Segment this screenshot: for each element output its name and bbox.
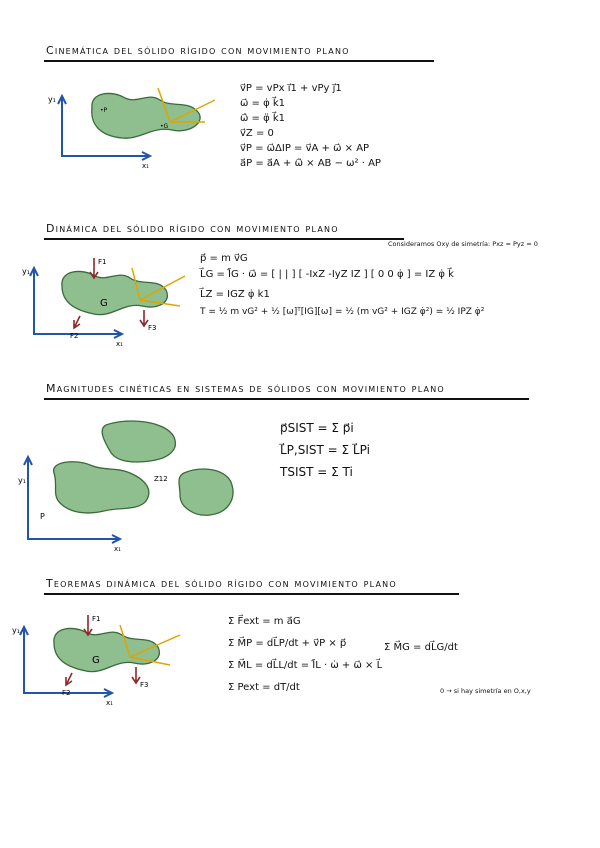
title-underline [44,238,404,240]
svg-text:x₁: x₁ [106,699,113,707]
kinematics-equations [240,84,381,169]
theorems-equation-aside [384,643,458,653]
title-underline [44,398,529,400]
svg-text:y₁: y₁ [48,95,56,104]
equation: v⃗P = vPx i⃗1 + vPy j⃗1 [240,83,342,94]
svg-text:y₁: y₁ [18,476,26,485]
force-label: F3 [140,681,149,689]
svg-text:•G: •G [160,123,169,130]
rigid-body-shape [54,462,149,513]
equation: p⃗ = m v⃗G [200,253,248,264]
force-label: F2 [70,332,79,340]
equation: L⃗Z = IGZ φ̇ k1 [200,289,270,300]
force-label: F3 [148,324,157,332]
multi-body-figure [18,415,248,555]
equation: L⃗G = Ī̄G · ω⃗ = [ | | ] [ -IxZ -IyZ IZ ] [ 0 0 φ̇ ] = IZ φ̇ k⃗ [200,269,454,280]
force-label: F2 [62,689,71,697]
section-title: Dinámica del sólido rígido con movimiento plano [46,222,339,235]
symmetry-note: 0 → si hay simetría en O,x,y [440,687,531,695]
section-dynamics [0,210,600,360]
equation: v⃗P = ω⃗ΔIP = v⃗A + ω⃗ × AP [240,143,370,154]
svg-text:x₁: x₁ [114,545,121,553]
equation: Σ F⃗ext = m a⃗G [228,616,301,627]
rigid-body-figure [40,78,230,173]
equation: Σ M⃗L = dL⃗L/dt = Ī̄L · ω̇ + ω⃗ × L⃗ [228,660,383,671]
force-label: F1 [92,615,101,623]
section-theorems [0,565,600,735]
title-underline [44,60,434,62]
dynamics-equations [200,254,484,317]
magnitudes-equations [280,422,370,478]
equation: L⃗P,SIST = Σ L⃗Pi [280,443,370,457]
center-label: G [92,655,100,666]
equation: v⃗Z = 0 [240,128,274,139]
section-kinematics [0,0,600,200]
equation: ω⃗̇ = φ̈ k⃗1 [240,113,286,124]
section-title: Magnitudes cinéticas en sistemas de sólidos con movimiento plano [46,382,445,395]
rigid-body-shape [54,628,160,671]
equation: ω⃗ = φ̇ k⃗1 [240,98,286,109]
theorems-equations [228,617,382,693]
svg-text:x₁: x₁ [142,162,149,170]
rigid-body-forces-figure [12,607,202,707]
rigid-body-forces-figure [20,248,210,348]
equation: Σ M⃗G = dL⃗G/dt [384,642,458,653]
equation: Σ Pext = dT/dt [228,682,300,693]
force-arrow [66,673,72,685]
equation: Σ M⃗P = dL⃗P/dt + v⃗P × p⃗ [228,638,347,649]
equation: p⃗SIST = Σ p⃗i [280,421,354,435]
point-label: P [40,512,45,521]
svg-text:y₁: y₁ [12,626,20,635]
force-arrow [84,615,92,635]
svg-text:y₁: y₁ [22,267,30,276]
svg-text:x₁: x₁ [116,340,123,348]
force-label: F1 [98,258,107,266]
force-arrow [140,310,148,326]
equation: T = ½ m vG² + ½ [ω]ᵀ[IG][ω] = ½ (m vG² + IGZ φ̇²) = ½ IPZ φ̇² [200,307,485,317]
center-label: G [100,298,108,309]
section-title: Teoremas dinámica del sólido rígido con movimiento plano [46,577,397,590]
force-arrow [132,667,140,683]
equation: TSIST = Σ Ti [280,465,353,479]
joint-label: Z12 [154,475,168,483]
rigid-body-shape [102,421,175,462]
title-underline [44,593,459,595]
svg-text:•P: •P [100,107,108,114]
section-title: Cinemática del sólido rígido con movimiento plano [46,44,350,57]
symmetry-note: Consideramos Oxy de simetría: Pxz = Pyz = 0 [388,240,538,248]
equation: a⃗P = a⃗A + ω⃗̇ × AB − ω² · AP [240,158,381,169]
section-magnitudes [0,370,600,560]
force-arrow [74,316,80,328]
force-arrow [90,258,98,278]
rigid-body-shape [179,469,233,515]
